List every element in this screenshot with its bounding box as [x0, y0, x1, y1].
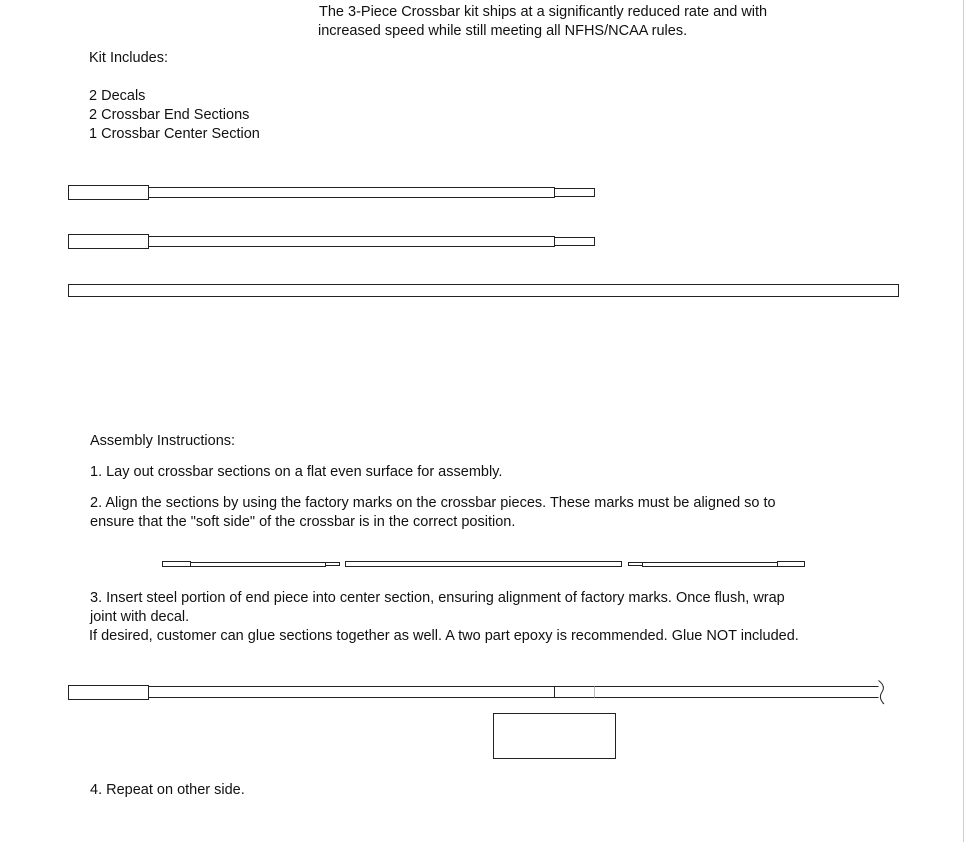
intro-line-1: The 3-Piece Crossbar kit ships at a significantly reduced rate and with [319, 4, 768, 20]
kit-item-center-section: 1 Crossbar Center Section [89, 126, 260, 142]
joint-end-tube [149, 687, 555, 698]
intro-line-2: increased speed while still meeting all NFHS/NCAA rules. [318, 23, 688, 39]
step-3-line-1: 3. Insert steel portion of end piece into center section, ensuring alignment of factory marks. Once flush, wrap [90, 590, 785, 606]
end-section-tube [149, 237, 555, 247]
step-3-glue-note: If desired, customer can glue sections together as well. A two part epoxy is recommended. Glue NOT included. [89, 628, 799, 644]
aligned-center-section [346, 562, 622, 567]
inserted-joint-drawing [69, 681, 885, 759]
end-section-steel-insert [555, 238, 595, 246]
aligned-left-tube [191, 563, 326, 567]
end-section-tube [149, 188, 555, 198]
decal-box-drawing [494, 714, 616, 759]
break-line-mark [879, 681, 885, 705]
kit-item-end-sections: 2 Crossbar End Sections [89, 107, 250, 123]
step-2-line-2: ensure that the "soft side" of the crossbar is in the correct position. [90, 514, 516, 530]
page-edge-divider [963, 0, 964, 842]
end-section-collar [69, 186, 149, 200]
end-section-steel-insert [555, 189, 595, 197]
aligned-right-insert [629, 563, 643, 566]
aligned-left-collar [163, 562, 191, 567]
center-section-drawing [69, 285, 899, 297]
aligned-sections-drawing [163, 562, 805, 567]
end-section-drawing-2 [69, 235, 595, 249]
aligned-right-collar [778, 562, 805, 567]
assembly-heading: Assembly Instructions: [90, 433, 236, 449]
step-1-text: 1. Lay out crossbar sections on a flat even surface for assembly. [90, 464, 503, 480]
end-section-drawing-1 [69, 186, 595, 200]
joint-center-section [555, 687, 879, 698]
aligned-right-tube [643, 563, 778, 567]
joint-end-collar [69, 686, 149, 700]
aligned-left-insert [326, 563, 340, 566]
step-2-line-1: 2. Align the sections by using the factory marks on the crossbar pieces. These marks must be aligned so to [90, 495, 776, 511]
step-3-line-2: joint with decal. [90, 609, 190, 625]
kit-heading: Kit Includes: [89, 50, 168, 66]
end-section-collar [69, 235, 149, 249]
step-4-text: 4. Repeat on other side. [90, 782, 245, 798]
kit-item-decals: 2 Decals [89, 88, 146, 104]
